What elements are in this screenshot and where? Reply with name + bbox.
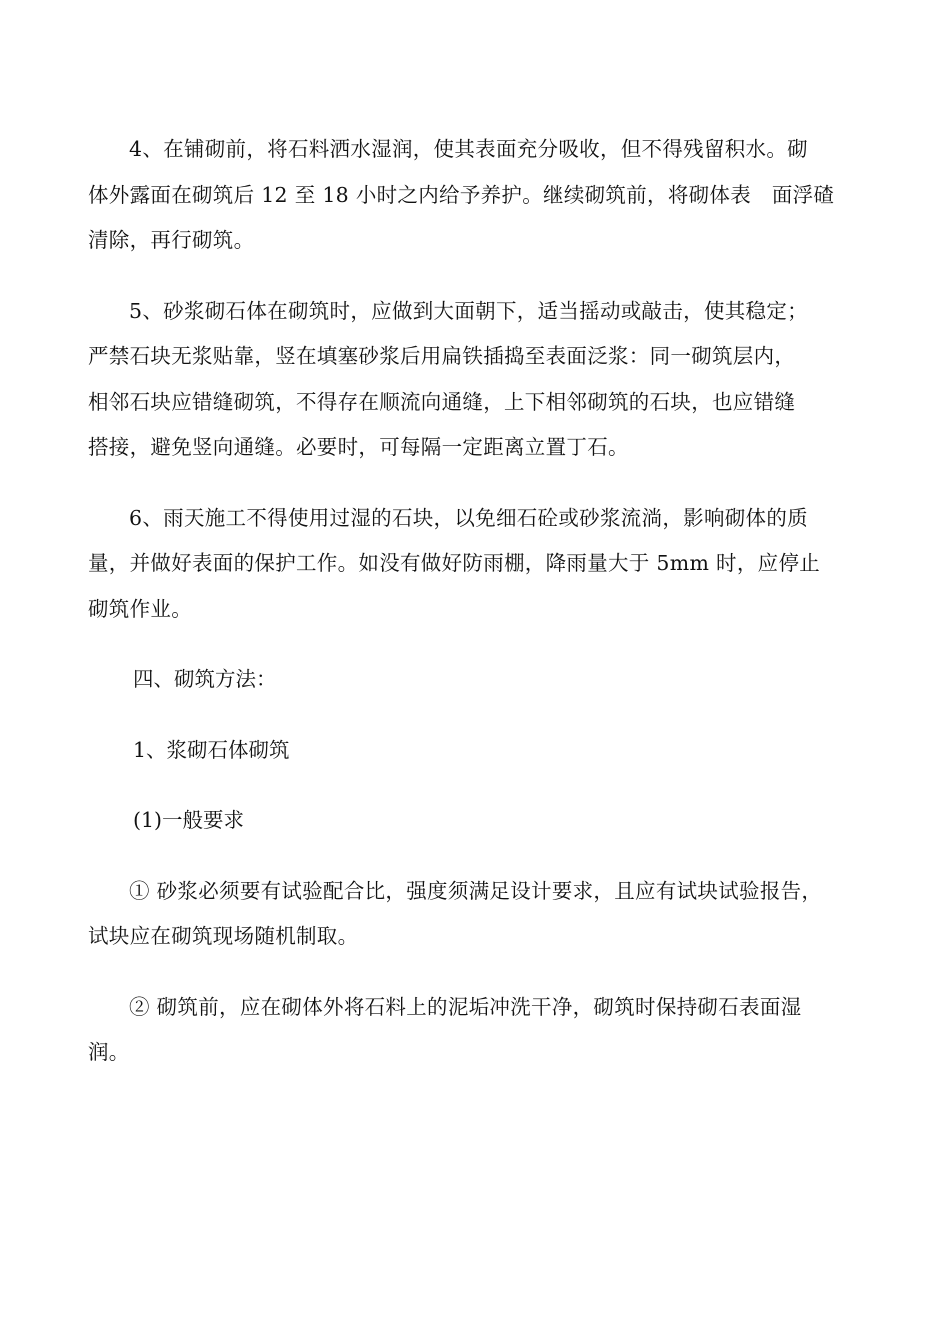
paragraph-4: [88, 127, 864, 264]
paragraph-line: 相邻石块应错缝砌筑，不得存在顺流向通缝，上下相邻砌筑的石块，也应错缝: [88, 389, 796, 414]
requirement-item-2: [88, 985, 864, 1076]
paragraph-line: 润。: [88, 1040, 130, 1064]
sub-heading: 1、浆砌石体砌筑: [133, 737, 290, 762]
paragraph-line: 4、在铺砌前，将石料洒水湿润，使其表面充分吸收，但不得残留积水。砌: [129, 137, 808, 161]
document-body: [88, 127, 864, 1101]
paragraph-line: 砌筑作业。: [88, 596, 192, 621]
paragraph-line: 搭接，避免竖向通缝。必要时，可每隔一定距离立置丁石。: [88, 435, 629, 459]
paragraph-line: 严禁石块无浆贴靠，竖在填塞砂浆后用扁铁插捣至表面泛浆：同一砌筑层内，: [88, 344, 796, 368]
paragraph-line: 体外露面在砌筑后 12 至 18 小时之内给予养护。继续砌筑前，将砌体表 面浮碴: [88, 182, 835, 207]
paragraph-line: 6、雨天施工不得使用过湿的石块，以免细石砼或砂浆流淌，影响砌体的质: [129, 505, 808, 530]
paragraph-line: 5、砂浆砌石体在砌筑时，应做到大面朝下，适当摇动或敲击，使其稳定；: [129, 298, 808, 323]
requirement-item-1: [88, 869, 864, 960]
paragraph-line: ② 砌筑前，应在砌体外将石料上的泥垢冲洗干净，砌筑时保持砌石表面湿: [129, 994, 802, 1019]
sub-sub-heading: (1)一般要求: [133, 808, 245, 832]
paragraph-line: 量，并做好表面的保护工作。如没有做好防雨棚，降雨量大于 5mm 时，应停止: [88, 551, 821, 575]
paragraph-line: 试块应在砌筑现场随机制取。: [88, 924, 359, 948]
paragraph-line: ① 砂浆必须要有试验配合比，强度须满足设计要求，且应有试块试验报告，: [129, 878, 823, 903]
section-heading: 四、砌筑方法：: [133, 667, 277, 691]
paragraph-6: [88, 496, 864, 633]
paragraph-line: 清除，再行砌筑。: [88, 228, 255, 252]
paragraph-5: [88, 289, 864, 471]
